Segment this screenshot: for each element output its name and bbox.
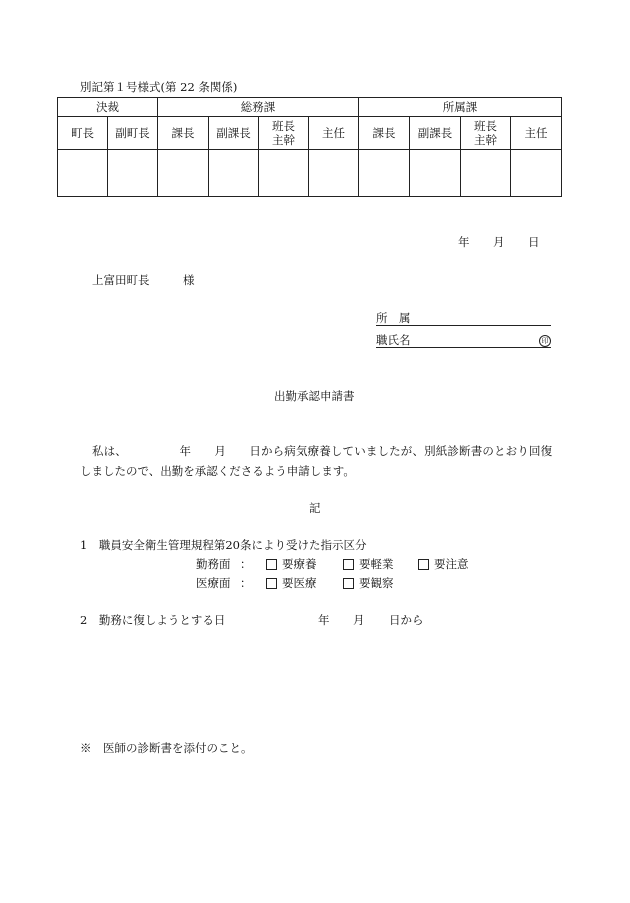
stamp-cell[interactable] bbox=[158, 150, 209, 197]
checkbox-icon[interactable] bbox=[343, 559, 354, 570]
checkbox-icon[interactable] bbox=[343, 578, 354, 589]
attachment-note: ※ 医師の診断書を添付のこと。 bbox=[80, 741, 253, 755]
row-colon: ： bbox=[240, 557, 252, 571]
stamp-cell[interactable] bbox=[461, 150, 511, 197]
stamp-cell[interactable] bbox=[209, 150, 259, 197]
checkbox-icon[interactable] bbox=[266, 559, 277, 570]
role-cell: 副課長 bbox=[209, 117, 259, 150]
option-label: 要軽業 bbox=[359, 557, 394, 571]
item2-suffix: 日から bbox=[389, 613, 424, 627]
checkbox-icon[interactable] bbox=[266, 578, 277, 589]
option-label: 要注意 bbox=[434, 557, 469, 571]
option-checkbox[interactable] bbox=[266, 559, 277, 572]
role-cell: 班長 主幹 bbox=[461, 117, 511, 150]
document-title: 出勤承認申請書 bbox=[274, 389, 355, 403]
stamp-cell[interactable] bbox=[410, 150, 461, 197]
role-cell: 課長 bbox=[158, 117, 209, 150]
stamp-cell[interactable] bbox=[259, 150, 309, 197]
name-label: 職氏名 bbox=[376, 333, 411, 347]
option-checkbox[interactable] bbox=[266, 578, 277, 591]
group-kessai: 決裁 bbox=[58, 98, 158, 117]
stamp-cell[interactable] bbox=[309, 150, 359, 197]
row-label: 医療面 bbox=[196, 576, 231, 590]
option-checkbox[interactable] bbox=[418, 559, 429, 572]
addressee-honorific: 様 bbox=[183, 273, 195, 287]
checkbox-icon[interactable] bbox=[418, 559, 429, 570]
affiliation-label: 所 属 bbox=[376, 311, 411, 325]
stamp-cell[interactable] bbox=[108, 150, 158, 197]
date-month: 月 bbox=[493, 235, 505, 249]
item2-month: 月 bbox=[353, 613, 365, 627]
approval-stamp-table bbox=[57, 97, 562, 197]
seal-mark: 印 bbox=[539, 335, 551, 347]
role-cell: 班長 主幹 bbox=[259, 117, 309, 150]
stamp-cell[interactable] bbox=[58, 150, 108, 197]
option-label: 要観察 bbox=[359, 576, 394, 590]
form-reference: 別記第１号様式(第 22 条関係) bbox=[80, 80, 238, 94]
option-checkbox[interactable] bbox=[343, 578, 354, 591]
body-line-2: しましたので、出勤を承認くださるよう申請します。 bbox=[80, 464, 355, 478]
body-line-1: 私は、 年 月 日から病気療養していましたが、別紙診断書のとおり回復 bbox=[92, 444, 553, 458]
group-shozokuka: 所属課 bbox=[359, 98, 562, 117]
stamp-cell[interactable] bbox=[511, 150, 562, 197]
date-day: 日 bbox=[528, 235, 540, 249]
role-cell: 町長 bbox=[58, 117, 108, 150]
item2-heading: 2 勤務に復しようとする日 bbox=[80, 613, 226, 627]
option-label: 要療養 bbox=[282, 557, 317, 571]
stamp-cell[interactable] bbox=[359, 150, 410, 197]
role-cell: 課長 bbox=[359, 117, 410, 150]
affiliation-underline[interactable] bbox=[376, 325, 551, 326]
ki-heading: 記 bbox=[309, 501, 321, 515]
role-cell: 主任 bbox=[309, 117, 359, 150]
role-cell: 主任 bbox=[511, 117, 562, 150]
role-cell: 副町長 bbox=[108, 117, 158, 150]
group-somuka: 総務課 bbox=[158, 98, 359, 117]
item1-heading: 1 職員安全衛生管理規程第20条により受けた指示区分 bbox=[80, 538, 367, 552]
name-underline[interactable] bbox=[376, 347, 551, 348]
row-colon: ： bbox=[240, 576, 252, 590]
option-label: 要医療 bbox=[282, 576, 317, 590]
addressee-name: 上富田町長 bbox=[92, 273, 150, 287]
date-year: 年 bbox=[458, 235, 470, 249]
row-label: 勤務面 bbox=[196, 557, 231, 571]
item2-year: 年 bbox=[318, 613, 330, 627]
option-checkbox[interactable] bbox=[343, 559, 354, 572]
role-cell: 副課長 bbox=[410, 117, 461, 150]
